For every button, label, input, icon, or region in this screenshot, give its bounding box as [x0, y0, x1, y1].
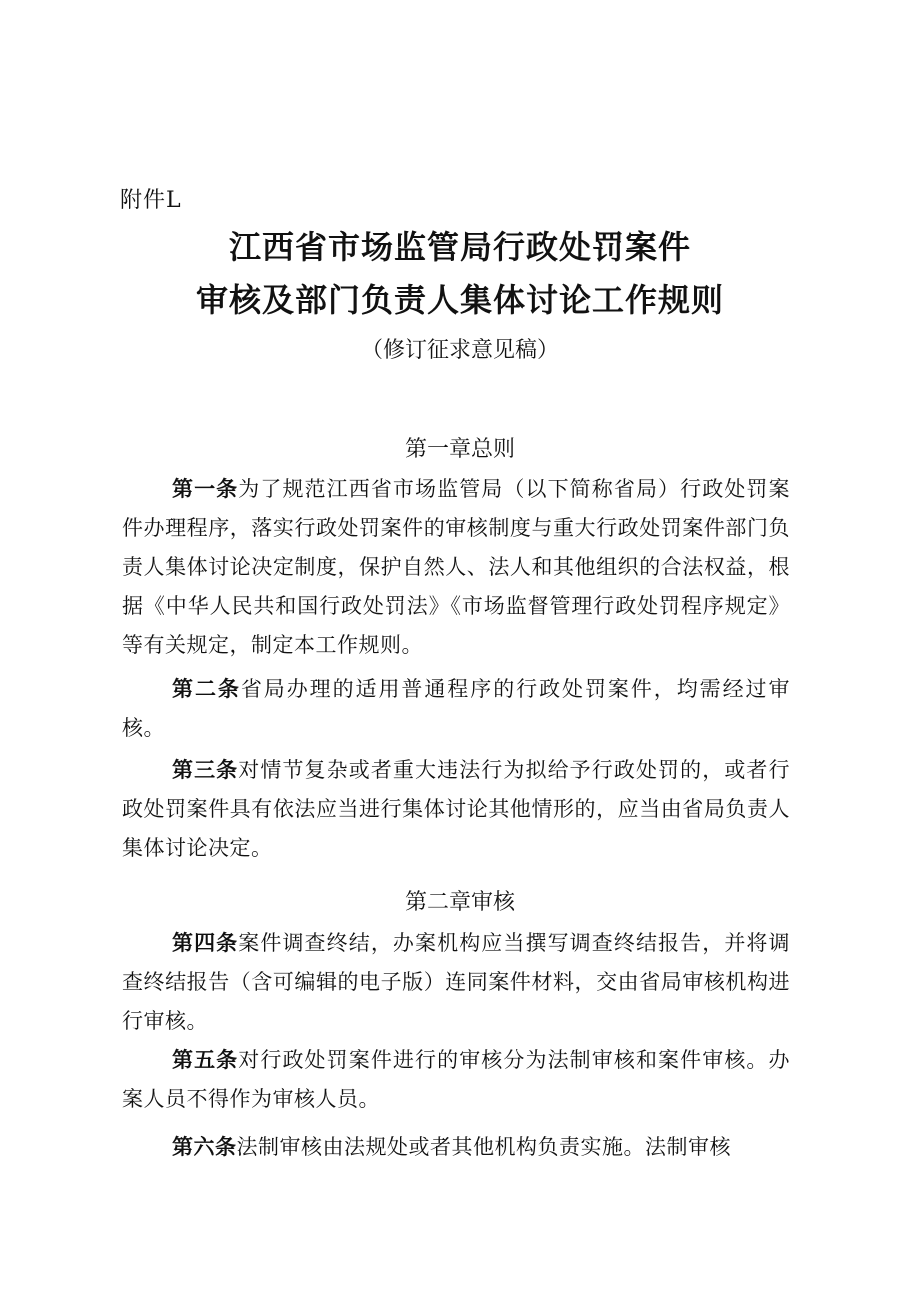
article-2-label: 第二条: [172, 677, 241, 701]
article-4-label: 第四条: [172, 931, 239, 955]
article-1: [122, 470, 790, 665]
article-1-label: 第一条: [172, 477, 239, 501]
document-subtitle: （修订征求意见稿）: [360, 338, 559, 363]
article-6: [122, 1128, 790, 1167]
article-3: [122, 751, 790, 868]
article-2-text: 省局办理的适用普通程序的行政处罚案件，均需经过审核。: [122, 677, 790, 740]
article-6-label: 第六条: [172, 1135, 237, 1159]
article-3-text: 对情节复杂或者重大违法行为拟给予行政处罚的，或者行政处罚案件具有依法应当进行集体讨论其他情形的，应当由省局负责人集体讨论决定。: [122, 758, 791, 860]
article-2: [122, 670, 790, 748]
article-4: [122, 924, 790, 1041]
article-5: [122, 1041, 790, 1119]
chapter-heading-1: 第一章总则: [404, 437, 515, 462]
article-5-text: 对行政处罚案件进行的审核分为法制审核和案件审核。办案人员不得作为审核人员。: [122, 1048, 791, 1111]
article-6-text: 法制审核由法规处或者其他机构负责实施。法制审核: [236, 1135, 731, 1159]
document-title-line-2: 审核及部门负责人集体讨论工作规则: [195, 281, 724, 319]
document-title-line-1: 江西省市场监管局行政处罚案件: [228, 228, 691, 266]
article-5-label: 第五条: [172, 1048, 239, 1072]
chapter-heading-2: 第二章审核: [404, 890, 515, 915]
article-3-label: 第三条: [172, 758, 239, 782]
article-4-text: 案件调查终结，办案机构应当撰写调查终结报告，并将调查终结报告（含可编辑的电子版）连同案件材料，交由省局审核机构进行审核。: [122, 931, 791, 1033]
article-1-text: 为了规范江西省市场监管局（以下简称省局）行政处罚案件办理程序，落实行政处罚案件的审核制度与重大行政处罚案件部门负责人集体讨论决定制度，保护自然人、法人和其他组织的合法权益，根据《中华人民共和国行政处罚法》《市场监督管理行政处罚程序规定》等有关规定，制定本工作规则。: [122, 477, 791, 657]
attachment-label: 附件L: [120, 188, 182, 213]
